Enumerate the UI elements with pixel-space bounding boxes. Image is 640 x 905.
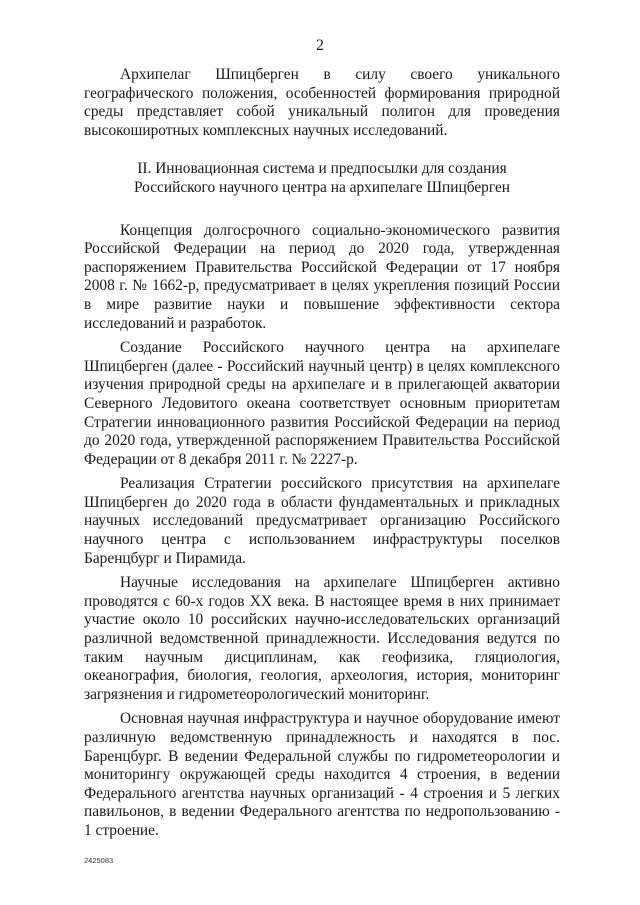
document-body <box>84 66 560 841</box>
section-heading <box>84 160 560 197</box>
section-heading-line-1: II. Инновационная система и предпосылки для создания <box>137 160 507 178</box>
section-heading-line-2: Российского научного центра на архипелаге Шпицберген <box>133 178 511 196</box>
paragraph-infrastructure: Основная научная инфраструктура и научное оборудование имеют различную ведомственную принадлежность и находятся в пос. Баренцбург. В ведении Федеральной службы по гидрометеорологии и мониторингу окружающей среды находится 4 строения, в ведении Федерального агентства научных организаций - 4 строения и 5 легких павильонов, в ведении Федерального агентства по недропользованию - 1 строение. <box>84 710 560 839</box>
page-number: 2 <box>316 37 324 54</box>
document-code: 2425083 <box>84 856 114 865</box>
paragraph-concept: Концепция долгосрочного социально-экономического развития Российской Федерации на период до 2020 года, утвержденная распоряжением Правительства Российской Федерации от 17 ноября 2008 г. № 1662-р, предусматривает в целях укрепления позиций России в мире развитие науки и повышение эффективности сектора исследований и разработок. <box>84 221 560 332</box>
paragraph-center-creation: Создание Российского научного центра на архипелаге Шпицберген (далее - Российский научный центр) в целях комплексного изучения природной среды на архипелаге и в прилегающей акватории Северного Ледовитого океана соответствует основным приоритетам Стратегии инновационного развития Российской Федерации на период до 2020 года, утвержденной распоряжением Правительства Российской Федерации от 8 декабря 2011 г. № 2227-р. <box>84 339 560 468</box>
paragraph-strategy: Реализация Стратегии российского присутствия на архипелаге Шпицберген до 2020 года в области фундаментальных и прикладных научных исследований предусматривает организацию Российского научного центра с использованием инфраструктуры поселков Баренцбург и Пирамида. <box>84 475 560 567</box>
paragraph-research: Научные исследования на архипелаге Шпицберген активно проводятся с 60-х годов XX века. В настоящее время в них принимает участие около 10 российских научно-исследовательских организаций различной ведомственной принадлежности. Исследования ведутся по таким научным дисциплинам, как геофизика, гляциология, океанография, биология, геология, археология, история, мониторинг загрязнения и гидрометеорологический мониторинг. <box>84 574 560 703</box>
intro-paragraph: Архипелаг Шпицберген в силу своего уникального географического положения, особенностей формирования природной среды представляет собой уникальный полигон для проведения высокоширотных комплексных научных исследований. <box>84 66 560 139</box>
